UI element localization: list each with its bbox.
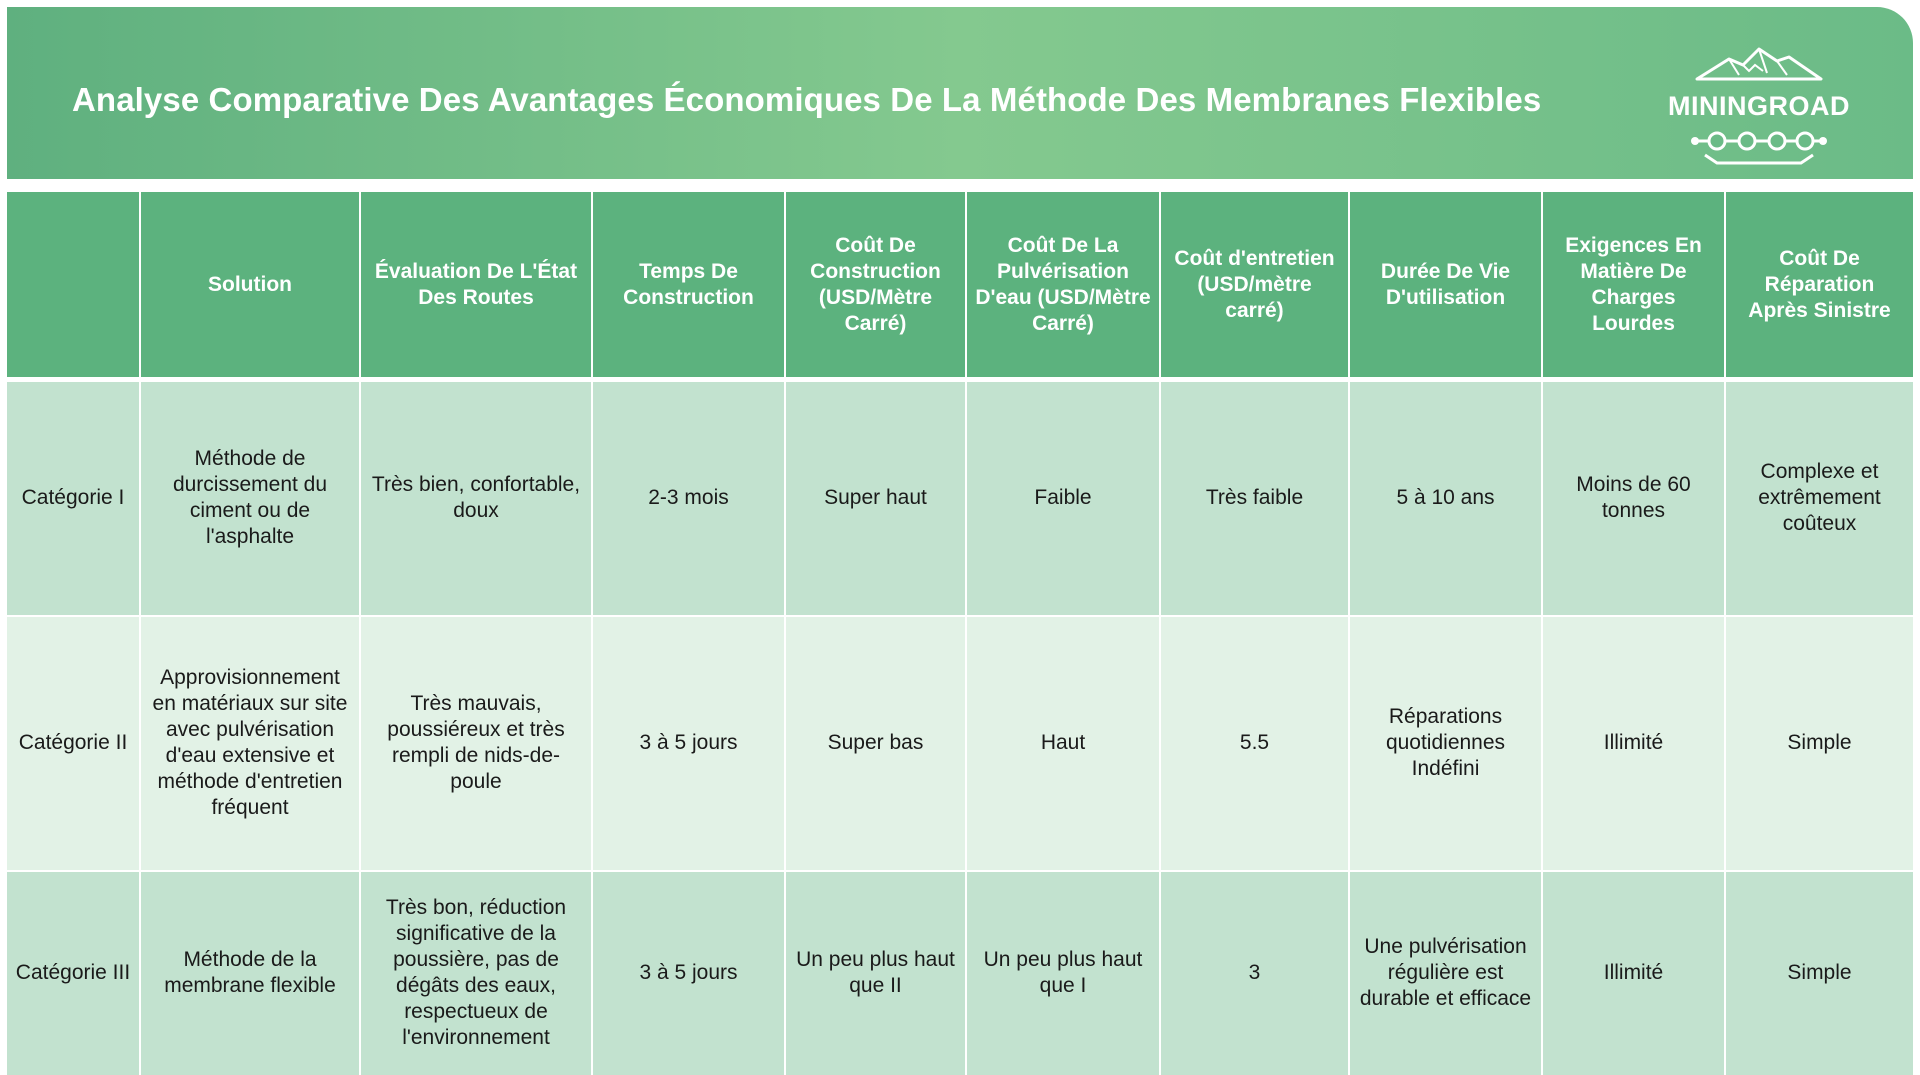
- column-header-water-spray-cost: Coût De La Pulvérisation D'eau (USD/Mètre Carré): [967, 192, 1161, 382]
- table-cell: Un peu plus haut que I: [967, 872, 1161, 1075]
- table-cell: Très bon, réduction significative de la poussière, pas de dégâts des eaux, respectueux de l'environnement: [361, 872, 593, 1075]
- table-cell: Un peu plus haut que II: [786, 872, 967, 1075]
- page-title: Analyse Comparative Des Avantages Économiques De La Méthode Des Membranes Flexibles: [72, 81, 1542, 118]
- miningroad-logo: [1659, 45, 1859, 169]
- table-cell: Très faible: [1161, 382, 1350, 617]
- table-row: [7, 382, 1913, 617]
- table-cell: Simple: [1726, 617, 1913, 872]
- table-cell: Moins de 60 tonnes: [1543, 382, 1726, 617]
- table-header-row: [7, 192, 1913, 382]
- table-cell: Haut: [967, 617, 1161, 872]
- table-cell: Catégorie I: [7, 382, 141, 617]
- column-header-road-condition: Évaluation De L'État Des Routes: [361, 192, 593, 382]
- table-cell: Méthode de la membrane flexible: [141, 872, 361, 1075]
- table-cell: Très mauvais, poussiéreux et très rempli de nids-de-poule: [361, 617, 593, 872]
- table-cell: 3 à 5 jours: [593, 872, 786, 1075]
- table-cell: Super bas: [786, 617, 967, 872]
- table-row: [7, 617, 1913, 872]
- table-cell: Complexe et extrêmement coûteux: [1726, 382, 1913, 617]
- table-cell: Illimité: [1543, 872, 1726, 1075]
- table-cell: Illimité: [1543, 617, 1726, 872]
- title-banner: [7, 7, 1913, 179]
- table-cell: Catégorie II: [7, 617, 141, 872]
- table-cell: Catégorie III: [7, 872, 141, 1075]
- column-header-construction-cost: Coût De Construction (USD/Mètre Carré): [786, 192, 967, 382]
- table-cell: Réparations quotidiennes Indéfini: [1350, 617, 1543, 872]
- table-cell: Approvisionnement en matériaux sur site avec pulvérisation d'eau extensive et méthode d'entretien fréquent: [141, 617, 361, 872]
- column-header-construction-time: Temps De Construction: [593, 192, 786, 382]
- table-cell: Simple: [1726, 872, 1913, 1075]
- table-cell: 3: [1161, 872, 1350, 1075]
- table-cell: 5 à 10 ans: [1350, 382, 1543, 617]
- table-cell: Faible: [967, 382, 1161, 617]
- table-cell: 2-3 mois: [593, 382, 786, 617]
- table-cell: Très bien, confortable, doux: [361, 382, 593, 617]
- column-header-solution: Solution: [141, 192, 361, 382]
- column-header-category: [7, 192, 141, 382]
- logo-text: MININGROAD: [1668, 91, 1850, 121]
- comparison-table: [7, 192, 1913, 1075]
- table-cell: Méthode de durcissement du ciment ou de l'asphalte: [141, 382, 361, 617]
- column-header-maintenance-cost: Coût d'entretien (USD/mètre carré): [1161, 192, 1350, 382]
- table-cell: 3 à 5 jours: [593, 617, 786, 872]
- column-header-repair-cost: Coût De Réparation Après Sinistre: [1726, 192, 1913, 382]
- column-header-service-life: Durée De Vie D'utilisation: [1350, 192, 1543, 382]
- column-header-heavy-load: Exigences En Matière De Charges Lourdes: [1543, 192, 1726, 382]
- table-cell: Une pulvérisation régulière est durable et efficace: [1350, 872, 1543, 1075]
- table-cell: 5.5: [1161, 617, 1350, 872]
- table-row: [7, 872, 1913, 1075]
- table-cell: Super haut: [786, 382, 967, 617]
